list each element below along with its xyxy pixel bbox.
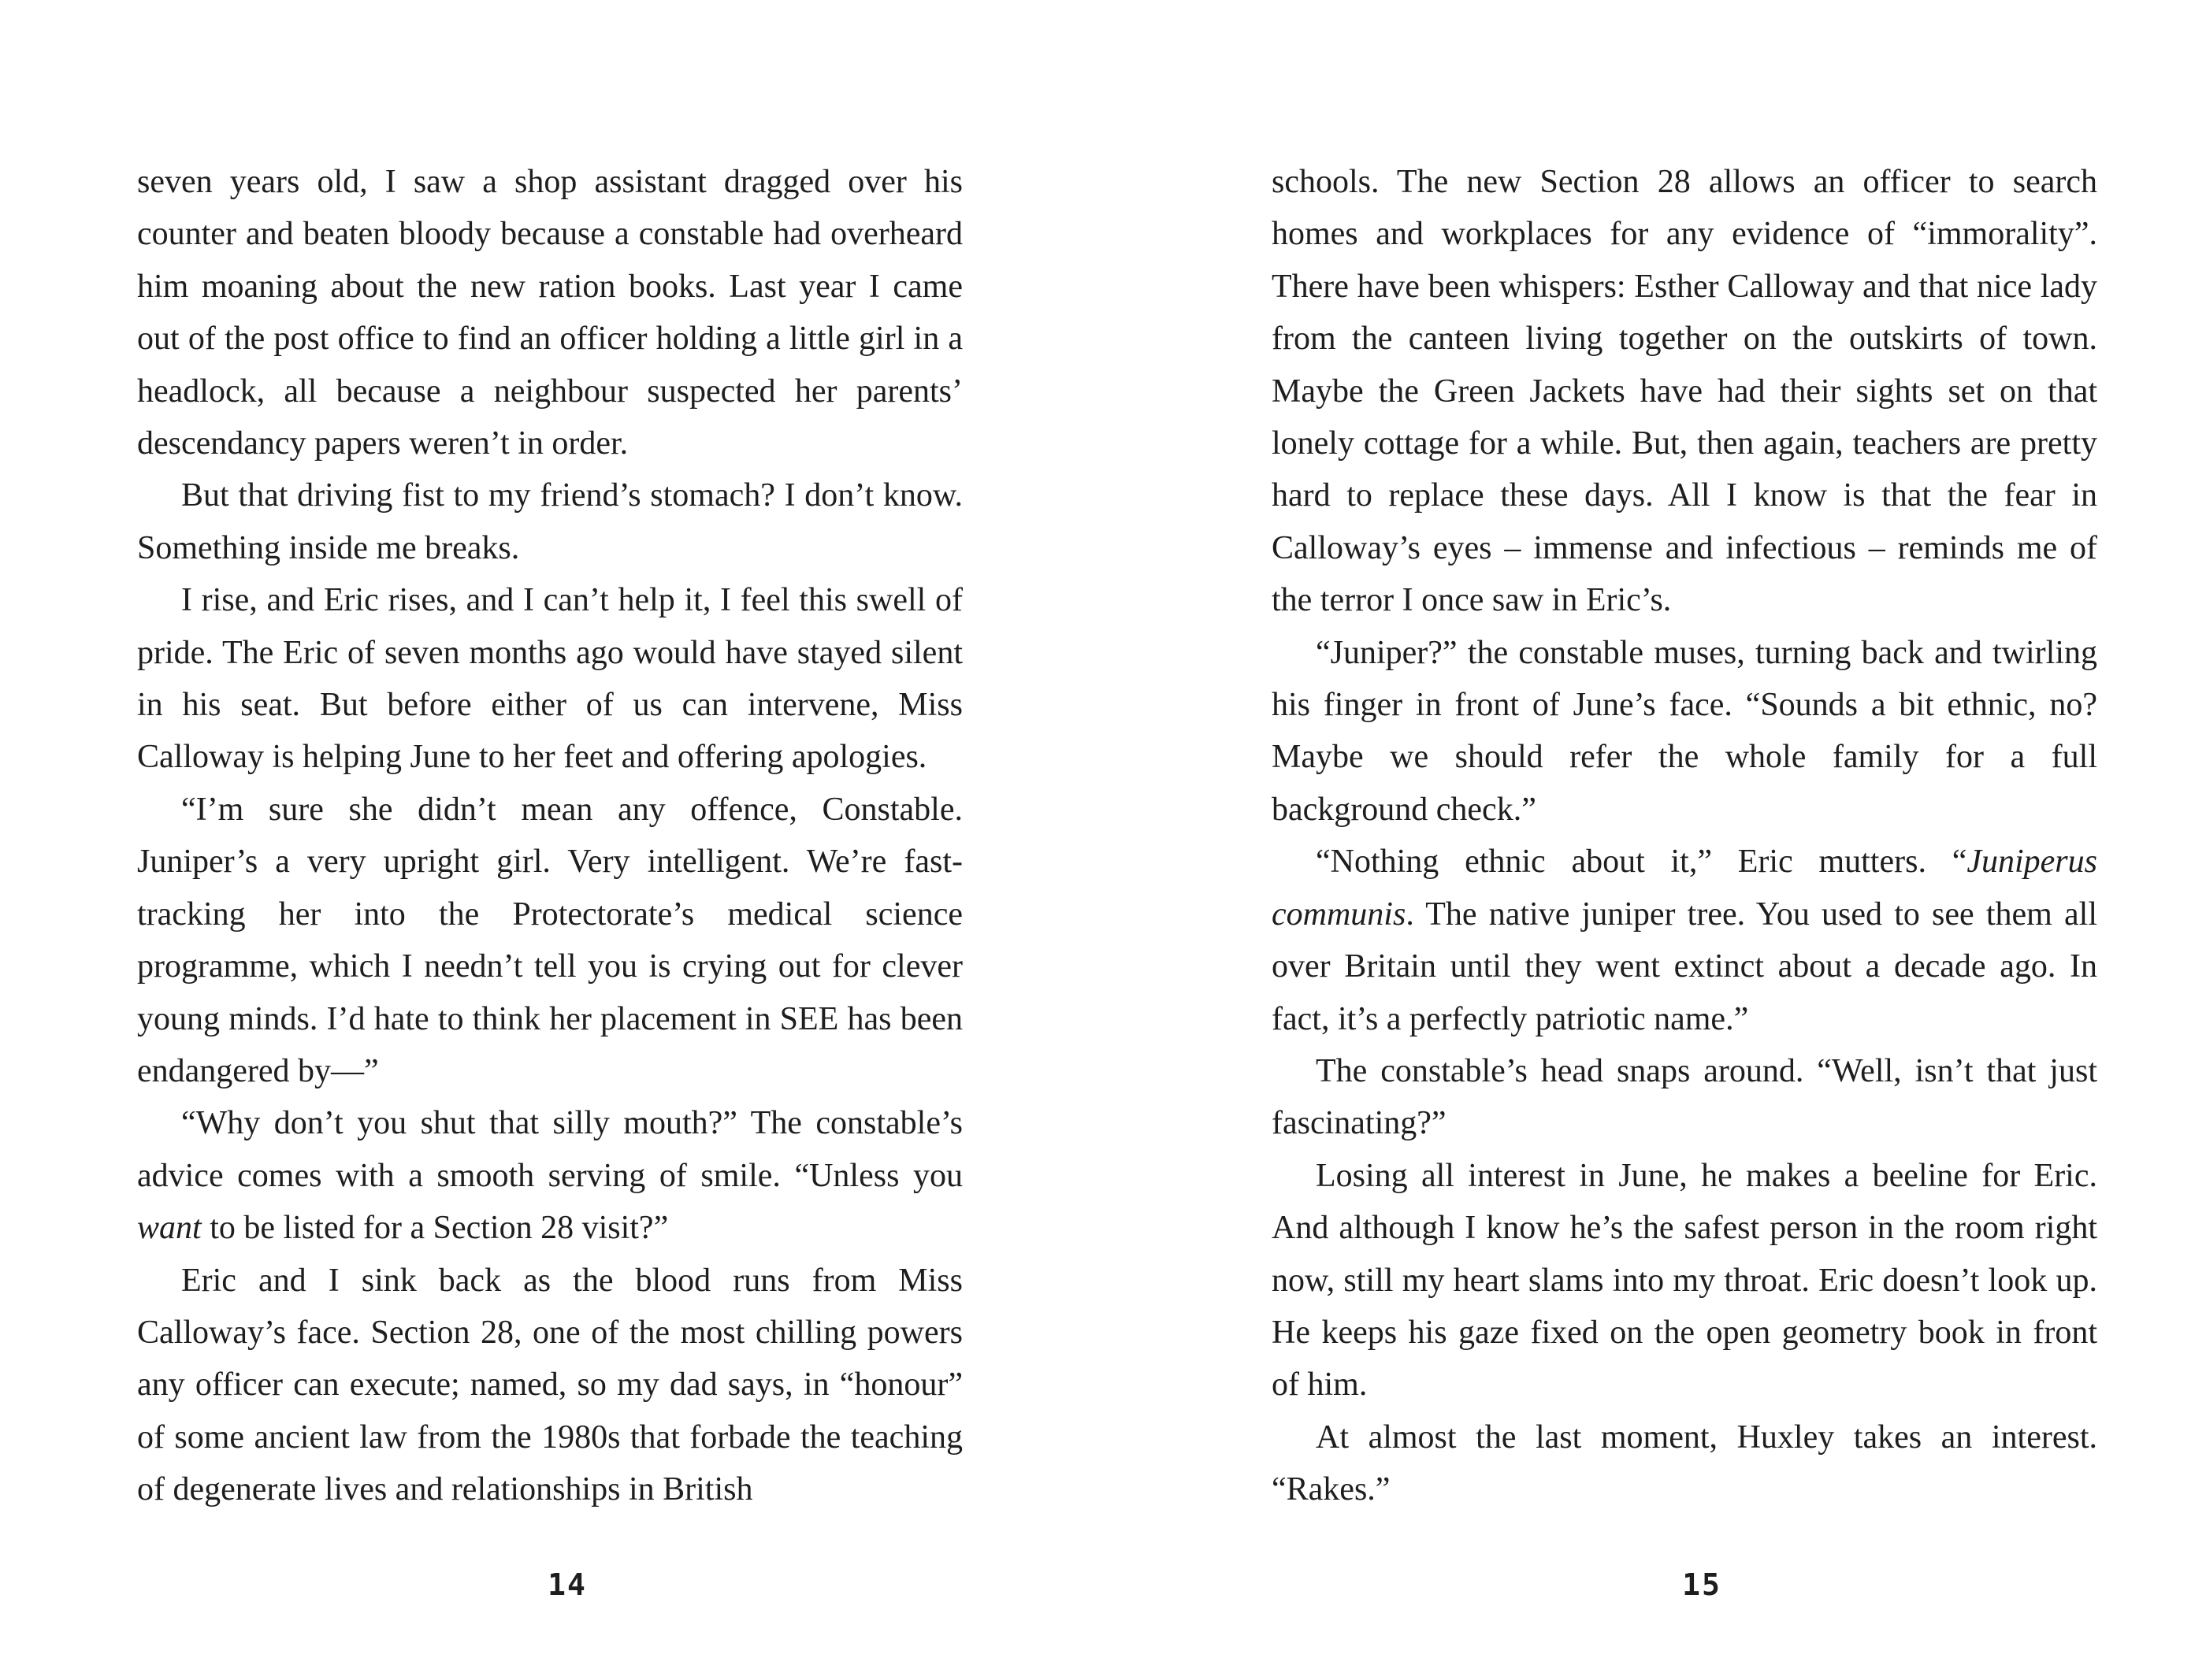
paragraph: Eric and I sink back as the blood runs from Miss Calloway’s face. Section 28, one of the most chilling powers any officer can execute; named, so my dad says, in “honour” of some ancient law from the 1980s that forbade the teaching of degenerate lives and relationships in British <box>137 1262 963 1508</box>
paragraph: schools. The new Section 28 allows an officer to search homes and workplaces for any evidence of “immorality”. There have been whispers: Esther Calloway and that nice lady from the canteen living together on the outskirts of town. Maybe the Green Jackets have had their sights set on that lonely cottage for a while. But, then again, teachers are pretty hard to replace these days. All I know is that the fear in Calloway’s eyes – immense and infectious – reminds me of the terror I once saw in Eric’s. <box>1272 164 2097 619</box>
paragraph: “I’m sure she didn’t mean any offence, Constable. Juniper’s a very upright girl. Very intelligent. We’re fast-tracking her into the Protectorate’s medical science programme, which I needn’t tell you is crying out for clever young minds. I’d hate to think her placement in SEE has been endangered by—” <box>137 791 963 1089</box>
paragraph: The constable’s head snaps around. “Well, isn’t that just fascinating?” <box>1272 1052 2097 1142</box>
right-page <box>1103 0 2206 1680</box>
paragraph: I rise, and Eric rises, and I can’t help it, I feel this swell of pride. The Eric of seven months ago would have stayed silent in his seat. But before either of us can intervene, Miss Calloway is helping June to her feet and offering apologies. <box>137 582 963 776</box>
italic-emphasis: Juniperus communis <box>1272 844 2097 933</box>
page-number-left: 14 <box>548 1567 587 1602</box>
paragraph: Losing all interest in June, he makes a beeline for Eric. And although I know he’s the safest person in the room right now, still my heart slams into my throat. Eric doesn’t look up. He keeps his gaze fixed on the open geometry book in front of him. <box>1272 1157 2097 1404</box>
paragraph: But that driving fist to my friend’s stomach? I don’t know. Something inside me breaks. <box>137 477 963 566</box>
paragraph: At almost the last moment, Huxley takes an interest. “Rakes.” <box>1272 1419 2097 1508</box>
right-page-text <box>1272 156 2097 1516</box>
left-page-text <box>137 156 963 1516</box>
page-number-right: 15 <box>1682 1567 1721 1602</box>
italic-emphasis: want <box>137 1210 202 1247</box>
paragraph: “Why don’t you shut that silly mouth?” The constable’s advice comes with a smooth serving of smile. “Unless you want to be listed for a Section 28 visit?” <box>137 1105 963 1247</box>
paragraph: “Juniper?” the constable muses, turning back and twirling his finger in front of June’s face. “Sounds a bit ethnic, no? Maybe we should refer the whole family for a full background check.” <box>1272 634 2097 828</box>
paragraph: seven years old, I saw a shop assistant dragged over his counter and beaten bloody because a constable had overheard him moaning about the new ration books. Last year I came out of the post office to find an officer holding a little girl in a headlock, all because a neighbour suspected her parents’ descendancy papers weren’t in order. <box>137 164 963 462</box>
paragraph: “Nothing ethnic about it,” Eric mutters. “Juniperus communis. The native juniper tree. You used to see them all over Britain until they went extinct about a decade ago. In fact, it’s a perfectly patriotic name.” <box>1272 844 2097 1037</box>
